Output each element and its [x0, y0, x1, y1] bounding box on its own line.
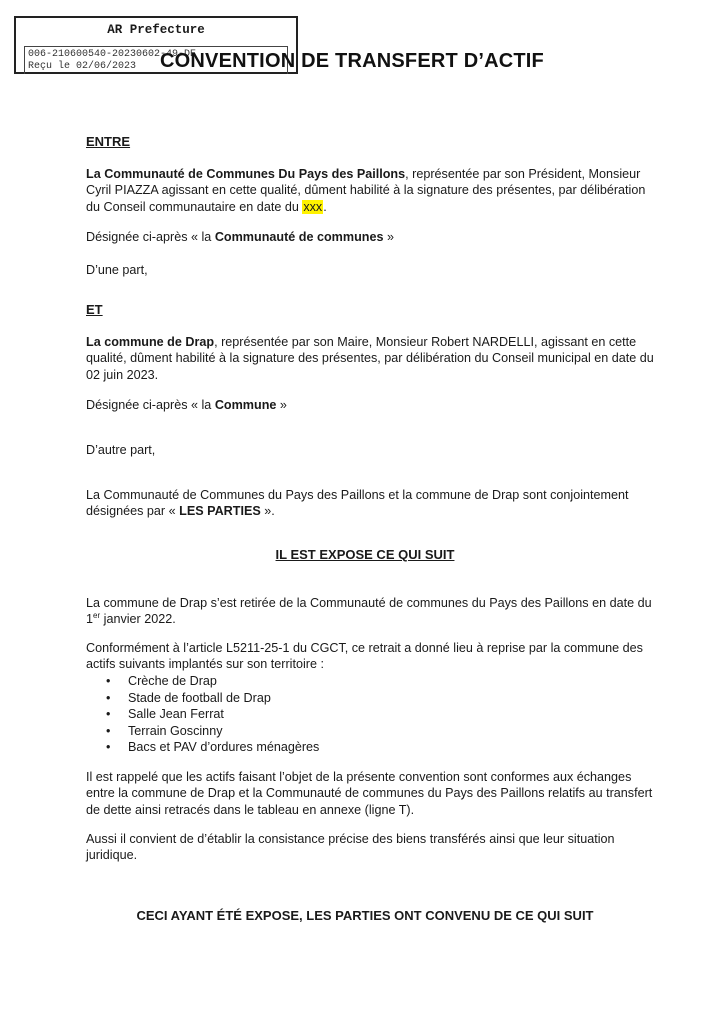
party1-text: , représentée par son Président, Monsieur Cyril PIAZZA agissant en cette qualité, dûment habilité à la signature des présentes, par délibération du Conseil communautaire en date du: [86, 167, 646, 214]
expose-heading: IL EST EXPOSE CE QUI SUIT: [275, 547, 455, 562]
stamp-received-date: Reçu le 02/06/2023: [28, 61, 137, 72]
final-heading: CECI AYANT ÉTÉ EXPOSE, LES PARTIES ONT CONVENU DE CE QUI SUIT: [136, 908, 594, 923]
retrait-paragraph: La commune de Drap s’est retirée de la Communauté de communes du Pays des Paillons en date du 1er janvier 2022.: [86, 596, 652, 627]
designee1-bold: Communauté de communes: [214, 230, 384, 244]
list-item: • Crèche de Drap: [106, 673, 319, 690]
actifs-list: [106, 673, 319, 756]
list-item: • Stade de football de Drap: [106, 690, 319, 707]
entre-heading: ENTRE: [86, 134, 131, 149]
list-item: • Terrain Goscinny: [106, 723, 319, 740]
party2-text: , représentée par son Maire, Monsieur Robert NARDELLI, agissant en cette qualité, dûment habilité à la signature des présentes, par délibération du Conseil municipal en date du 02 juin 2023.: [86, 335, 654, 382]
party2-name: La commune de Drap: [86, 335, 215, 349]
list-item: • Salle Jean Ferrat: [106, 706, 319, 723]
aussi-paragraph: Aussi il convient de d’établir la consistance précise des biens transférés ainsi que leur situation juridique.: [86, 832, 615, 863]
document-title: CONVENTION DE TRANSFERT D’ACTIF: [160, 50, 544, 72]
designee2-line: Désignée ci-après « la Commune »: [86, 398, 287, 412]
stamp-title: AR Prefecture: [107, 23, 205, 37]
et-heading: ET: [86, 302, 103, 317]
dune-part: D’une part,: [86, 263, 148, 277]
party2-paragraph: [86, 334, 656, 383]
parties-paragraph: La Communauté de Communes du Pays des Paillons et la commune de Drap sont conjointement désignées par « LES PARTIES ».: [86, 488, 629, 519]
party1-name: La Communauté de Communes Du Pays des Paillons: [86, 167, 406, 181]
parties-bold: LES PARTIES: [179, 504, 261, 519]
list-item: • Bacs et PAV d’ordures ménagères: [106, 739, 319, 756]
designee2-bold: Commune: [214, 398, 277, 412]
conformement-paragraph: Conformément à l’article L5211-25-1 du CGCT, ce retrait a donné lieu à reprise par la commune des actifs suivants implantés sur son territoire :: [86, 641, 643, 672]
rappel-paragraph: Il est rappelé que les actifs faisant l’objet de la présente convention sont conformes aux échanges entre la commune de Drap et la Communauté de communes du Pays des Paillons relatifs au transfert de dette ainsi retracés dans le tableau en annexe (ligne T).: [86, 770, 653, 817]
dautre-part: D’autre part,: [86, 443, 156, 457]
designee1-line: Désignée ci-après « la Communauté de communes »: [86, 230, 394, 244]
date-placeholder: xxx: [303, 199, 323, 214]
party1-paragraph: La Communauté de Communes Du Pays des Paillons, représentée par son Président, Monsieur Cyril PIAZZA agissant en cette qualité, dûment habilité à la signature des présentes, par délibération du Conseil communautaire en date du xxx.: [86, 167, 646, 214]
stamp-reference: 006-210600540-20230602-49-DE: [28, 49, 197, 60]
